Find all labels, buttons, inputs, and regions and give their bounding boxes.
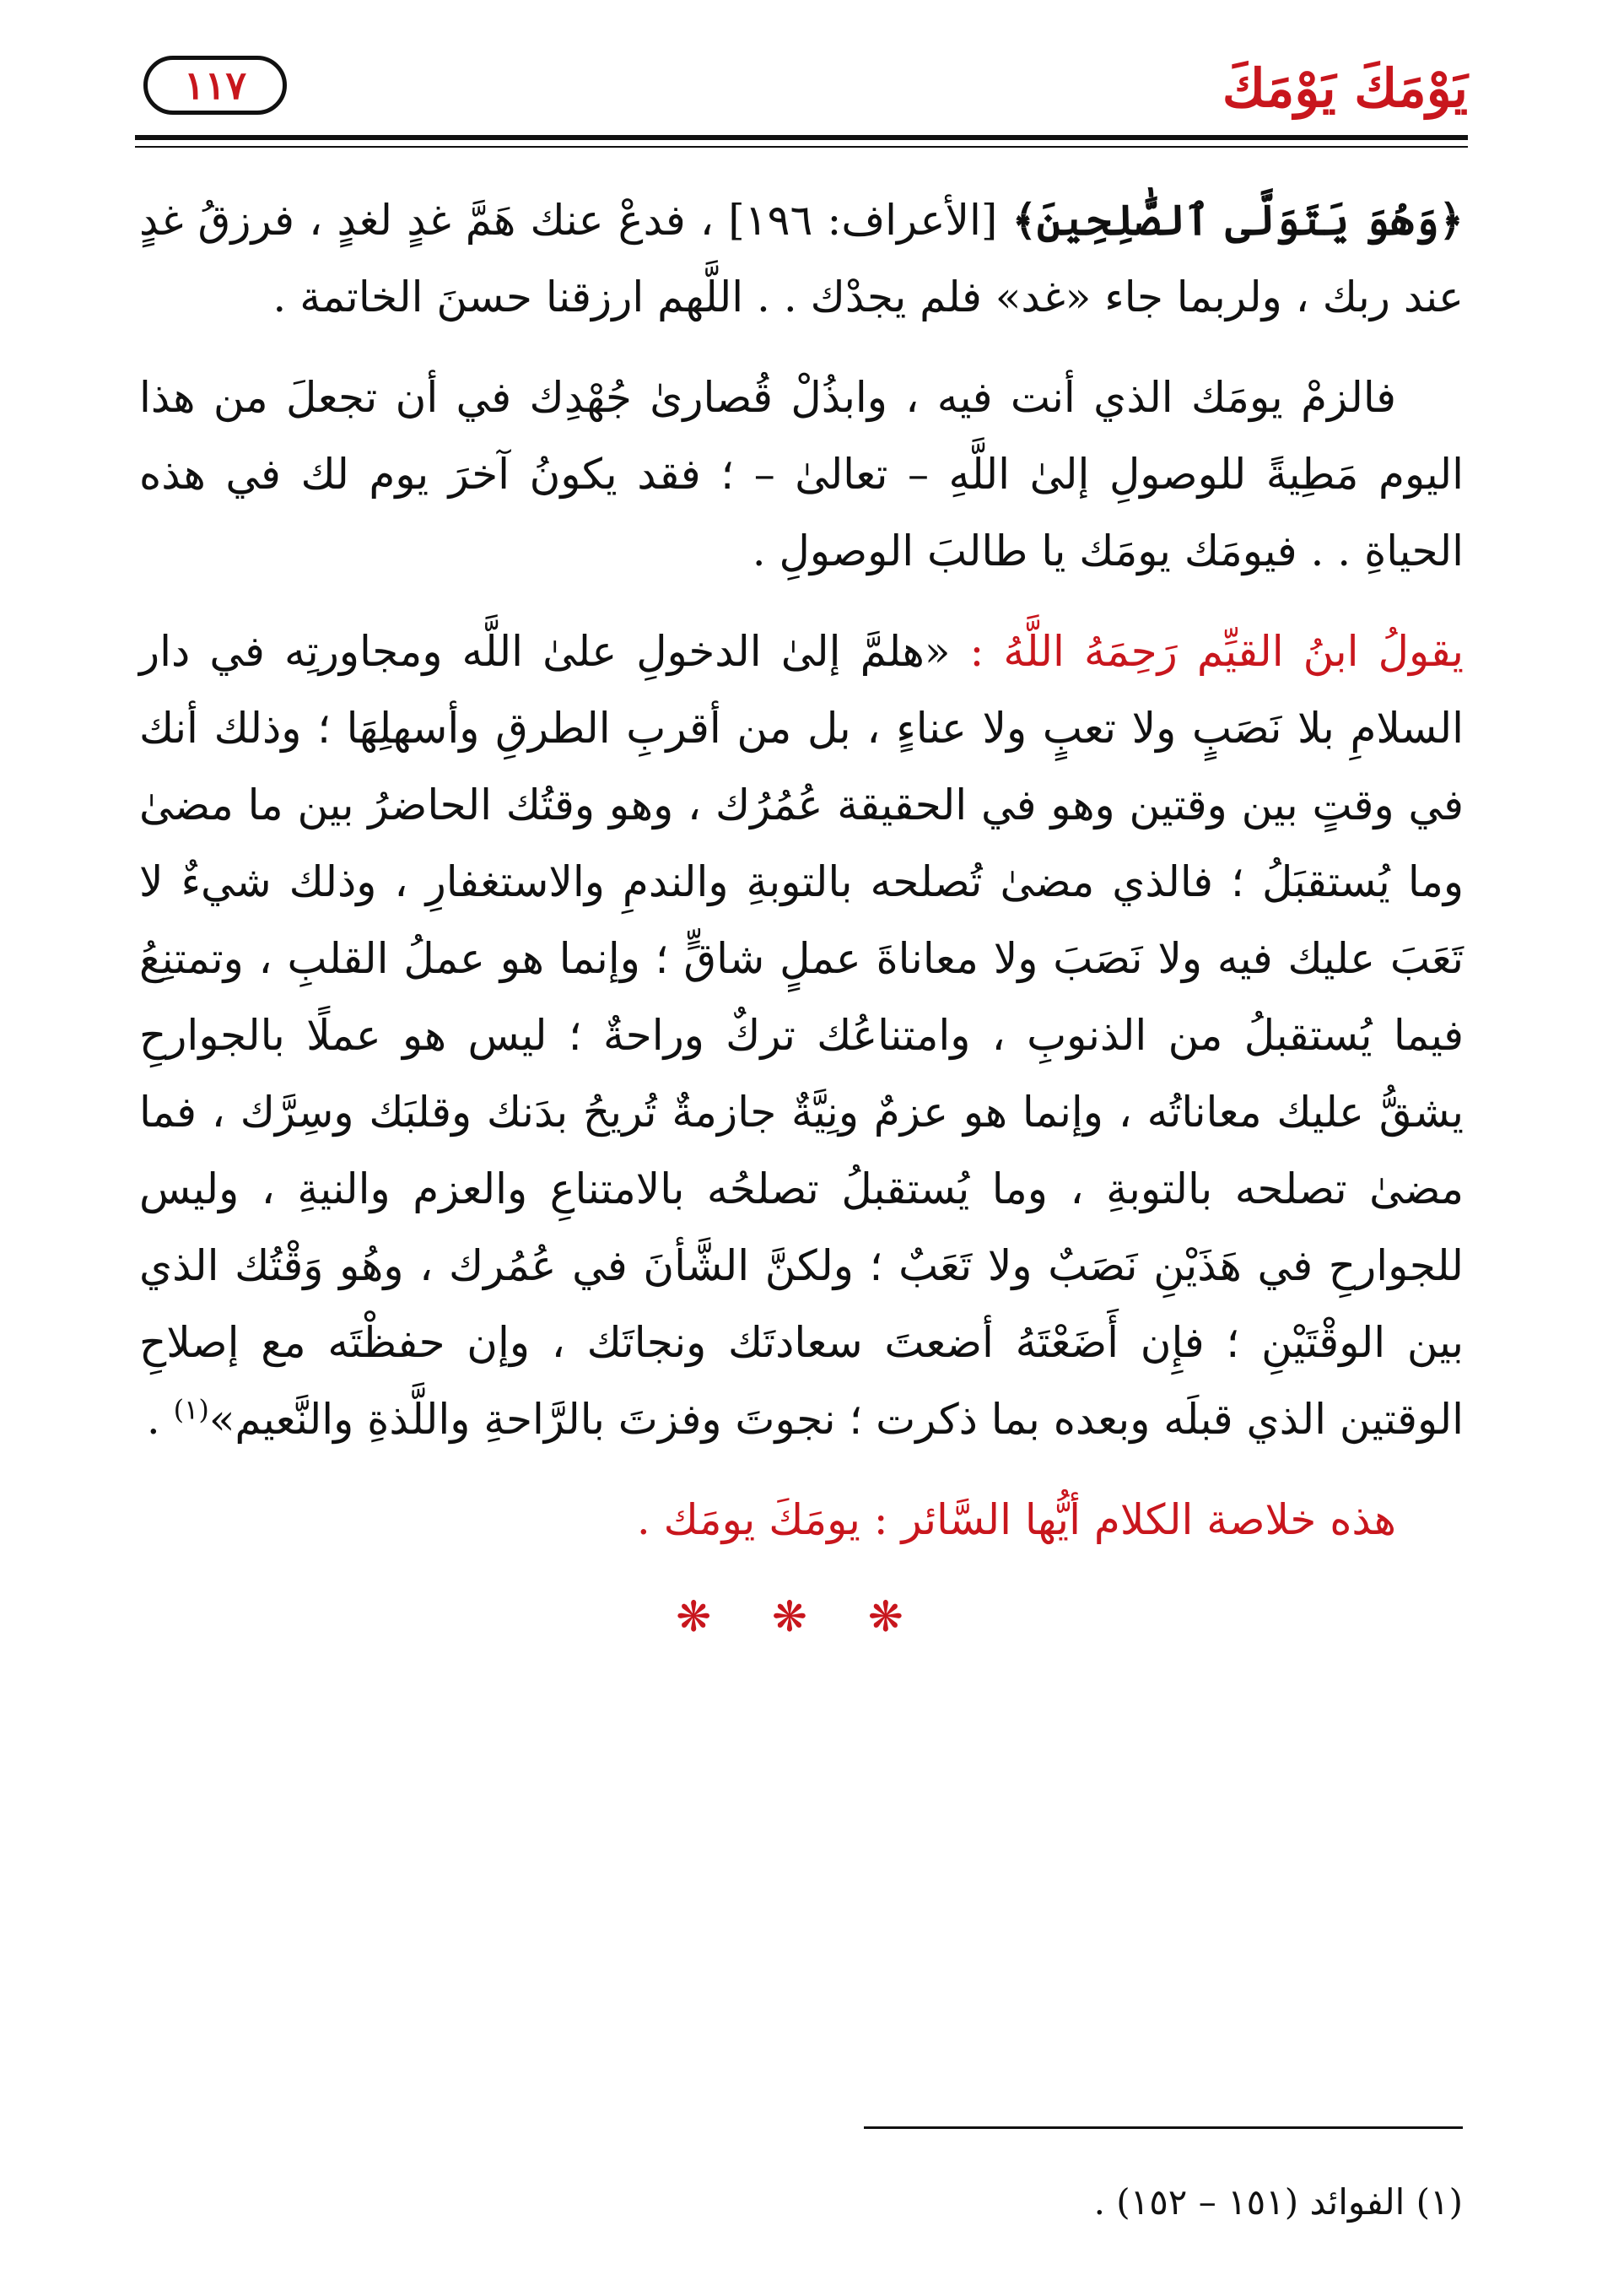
conclusion-line: هذه خلاصة الكلام أيُّها السَّائر : يومَكَ يومَك . [636, 1495, 1396, 1544]
page-number-badge: ١١٧ [143, 56, 287, 115]
ibn-qayyim-quote: «هلمَّ إلىٰ الدخولِ علىٰ اللَّه ومجاورتِه في دار السلامِ بلا نَصَبٍ ولا تعبٍ ولا عناءٍ ، بل من أقربِ الطرقِ وأسهلِهَا ؛ وذلك أنك في وقتٍ بين وقتين وهو في الحقيقة عُمُرُك ، وهو وقتُك الحاضرُ بين ما مضىٰ وما يُستقبَلُ ؛ فالذي مضىٰ تُصلحه بالتوبةِ والندمِ والاستغفارِ ، وذلك شيءٌ لا تَعَبَ عليك فيه ولا نَصَبَ ولا معاناةَ عملٍ شاقٍّ ؛ وإنما هو عملُ القلبِ ، وتمتنِعُ فيما يُستقبلُ من الذنوبِ ، وامتناعُك تركٌ وراحةٌ ؛ ليس هو عملًا بالجوارحِ يشقُّ عليك معاناتُه ، وإنما هو عزمٌ ونِيَّةٌ جازمةٌ تُريحُ بدَنك وقلبَك وسِرَّك ، فما مضىٰ تصلحه بالتوبةِ ، وما يُستقبلُ تصلحُه بالامتناعِ والعزم والنيةِ ، وليس للجوارحِ في هَذَيْنِ نَصَبٌ ولا تَعَبٌ ؛ ولكنَّ الشَّأنَ في عُمُرك ، وهُو وَقْتُك الذي بين الوقْتَيْنِ ؛ فإِن أَضَعْتَهُ أضعتَ سعادتَك ونجاتَك ، وإن حفظْتَه مع إصلاحِ الوقتين الذي قبلَه وبعده بما ذكرت ؛ نجوتَ وفزتَ بالرَّاحةِ واللَّذةِ والنَّعيم» [139, 627, 1464, 1444]
paragraph-1-text: ، فدعْ عنك هَمَّ غدٍ لغدٍ ، فرزقُ غدٍ عند ربك ، ولربما جاء «غد» فلم يجدْك . . اللَّهم ارزقنا حسنَ الخاتمة . [139, 196, 1464, 321]
body-text [139, 181, 1464, 1641]
header-rule-thick [135, 135, 1468, 140]
paragraph-3 [139, 613, 1464, 1458]
footnote: (١) الفوائد (١٥١ – ١٥٢) . [1093, 2181, 1463, 2223]
section-separator: ❋ ❋ ❋ [676, 1592, 927, 1641]
footnote-rule [864, 2126, 1463, 2129]
page-header [135, 51, 1468, 127]
paragraph-2: فالزمْ يومَك الذي أنت فيه ، وابذُلْ قُصارىٰ جُهْدِك في أن تجعلَ من هذا اليوم مَطِيةً للوصولِ إلىٰ اللَّهِ – تعالىٰ – ؛ فقد يكونُ آخرَ يوم لك في هذه الحياةِ . . فيومَك يومَك يا طالبَ الوصولِ . [139, 373, 1464, 575]
footnote-marker[interactable]: (١) [173, 1393, 209, 1426]
quran-verse: ﴿وَهُوَ يَتَوَلَّى ٱلصَّٰلِحِينَ﴾ [1011, 195, 1464, 245]
verse-reference: [الأعراف: ١٩٦] [728, 196, 998, 245]
paragraph-3-end: . [146, 1395, 174, 1444]
paragraph-1 [139, 181, 1464, 336]
running-title: يَوْمَكَ يَوْمَكَ [1222, 57, 1468, 119]
quote-lead: يقولُ ابنُ القيِّم رَحِمَهُ اللَّهُ : [969, 627, 1464, 676]
header-rule-thin [135, 146, 1468, 148]
